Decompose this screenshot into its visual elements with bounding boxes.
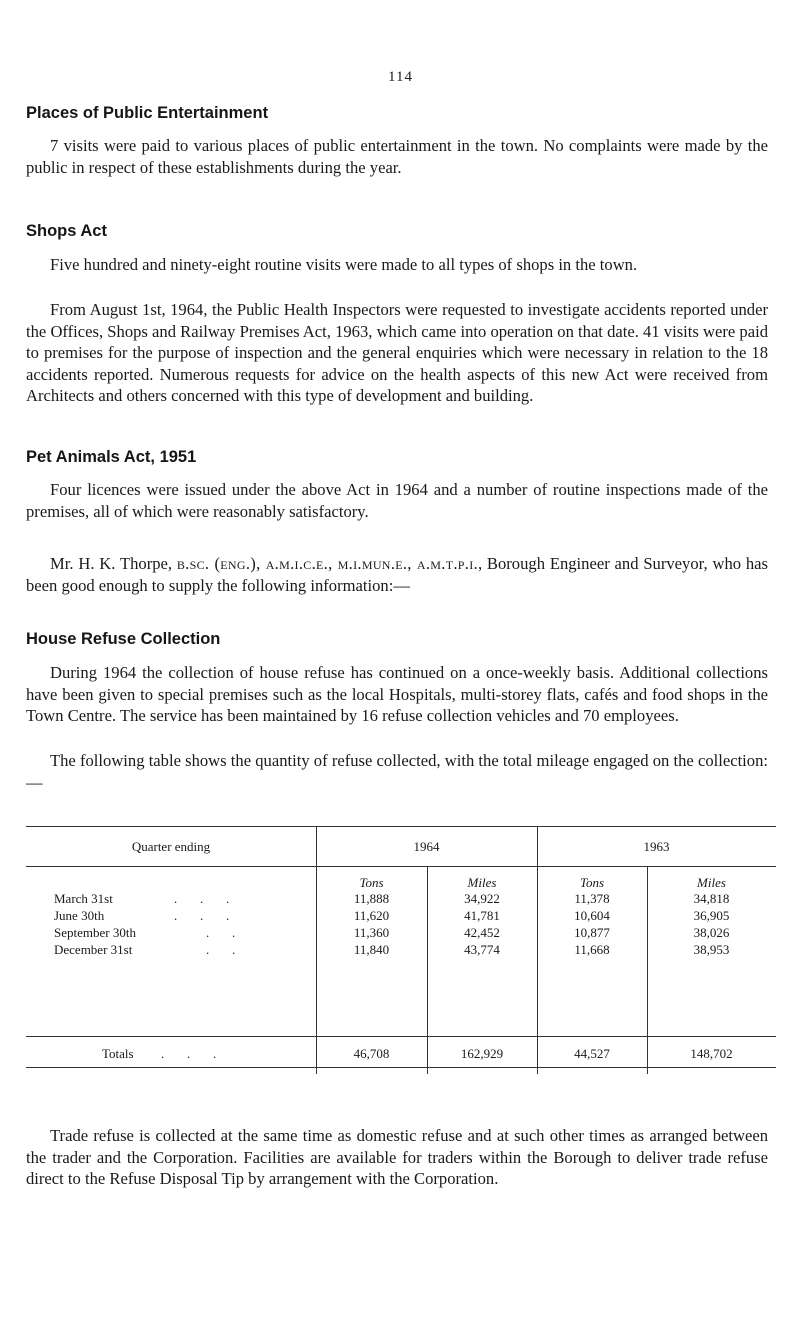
total-tons-1963: 44,527 — [574, 1046, 610, 1061]
cell-tons-1963: 11,668 — [574, 942, 610, 957]
paragraph-shops-accidents: From August 1st, 1964, the Public Health Inspectors were requested to investigate accidents reported under the Offices, Shops and Railway Premises Act, 1963, which came into operation on that date. 41 visits were paid to premises for the purpose of inspection and the general enquiries which were necessary in relation to the 18 accidents reported. Numerous requests for advice on the health aspects of this new Act were received from Architects and others concerned with this type of development and building. — [26, 300, 768, 405]
cell-tons-1963: 10,604 — [574, 908, 610, 923]
cell-miles-1963: 36,905 — [693, 908, 730, 923]
heading-house-refuse-collection: House Refuse Collection — [26, 630, 221, 648]
cell-miles-1964: 34,922 — [464, 891, 500, 906]
heading-shops-act: Shops Act — [26, 222, 107, 240]
row-label-december: December 31st — [54, 942, 133, 957]
header-quarter-ending: Quarter ending — [131, 839, 211, 854]
header-year-1963: 1963 — [643, 839, 670, 854]
engineer-text-start: Mr. H. K. Thorpe, — [50, 554, 177, 573]
heading-public-entertainment: Places of Public Entertainment — [26, 104, 269, 122]
row-label-june: June 30th — [54, 908, 105, 923]
paragraph-refuse-collection: During 1964 the collection of house refuse has continued on a once-weekly basis. Additional collections have been given to special premises such as the local Hospitals, multi-storey flats, cafés and food shops in the Town Centre. The service has been maintained by 16 refuse collection vehicles and 70 employees. — [26, 663, 768, 725]
row-leader-dots: . . — [206, 925, 236, 940]
row-label-march: March 31st — [54, 891, 113, 906]
cell-miles-1963: 38,953 — [693, 942, 730, 957]
cell-miles-1964: 41,781 — [464, 908, 500, 923]
refuse-collection-table — [26, 826, 776, 1076]
page-number: 114 — [388, 69, 413, 85]
cell-miles-1964: 43,774 — [464, 942, 500, 957]
unit-tons-1963: Tons — [579, 875, 605, 890]
paragraph-trade-refuse: Trade refuse is collected at the same time as domestic refuse and at such other times as arranged between the trader and the Corporation. Facilities are available for traders within the Borough to deliver trade refuse direct to the Refuse Disposal Tip by arrangement with the Corporation. — [26, 1126, 768, 1188]
cell-tons-1963: 10,877 — [574, 925, 610, 940]
row-leader-dots: . . — [206, 942, 236, 957]
table-rule-header — [26, 866, 776, 867]
paragraph-refuse-table-intro: The following table shows the quantity of refuse collected, with the total mileage engaged on the collection:— — [26, 751, 768, 792]
cell-tons-1963: 11,378 — [574, 891, 610, 906]
heading-pet-animals-act: Pet Animals Act, 1951 — [26, 448, 197, 466]
total-tons-1964: 46,708 — [353, 1046, 390, 1061]
header-year-1964: 1964 — [413, 839, 440, 854]
unit-tons-1964: Tons — [359, 875, 384, 890]
engineer-text-end: , Borough Engineer and Surveyor, who has been good enough to supply the following information:— — [26, 554, 768, 595]
cell-miles-1964: 42,452 — [464, 925, 500, 940]
paragraph-pet-licences: Four licences were issued under the above Act in 1964 and a number of routine inspections made of the premises, all of which were reasonably satisfactory. — [26, 480, 768, 521]
totals-label: Totals — [102, 1046, 134, 1061]
paragraph-entertainment: 7 visits were paid to various places of public entertainment in the town. No complaints were made by the public in respect of these establishments during the year. — [26, 136, 768, 177]
unit-miles-1964: Miles — [467, 875, 497, 890]
table-rule-totals — [26, 1036, 776, 1037]
engineer-qualifications: b.sc. (eng.), a.m.i.c.e., m.i.mun.e., a.m.t.p.i. — [176, 554, 478, 573]
unit-miles-1963: Miles — [697, 875, 726, 890]
total-miles-1964: 162,929 — [460, 1046, 504, 1061]
table-rule-top — [26, 826, 776, 827]
cell-tons-1964: 11,360 — [353, 925, 390, 940]
table-rule-bottom — [26, 1067, 776, 1068]
paragraph-engineer — [26, 553, 768, 596]
cell-tons-1964: 11,840 — [353, 942, 390, 957]
row-label-september: September 30th — [54, 925, 136, 940]
total-miles-1963: 148,702 — [690, 1046, 733, 1061]
cell-miles-1963: 38,026 — [693, 925, 730, 940]
totals-leader-dots: . . . — [161, 1046, 217, 1061]
paragraph-shops-visits: Five hundred and ninety-eight routine visits were made to all types of shops in the town. — [50, 255, 638, 274]
row-leader-dots: . . . — [174, 908, 230, 923]
row-leader-dots: . . . — [174, 891, 230, 906]
cell-miles-1963: 34,818 — [693, 891, 730, 906]
cell-tons-1964: 11,888 — [353, 891, 390, 906]
cell-tons-1964: 11,620 — [353, 908, 390, 923]
